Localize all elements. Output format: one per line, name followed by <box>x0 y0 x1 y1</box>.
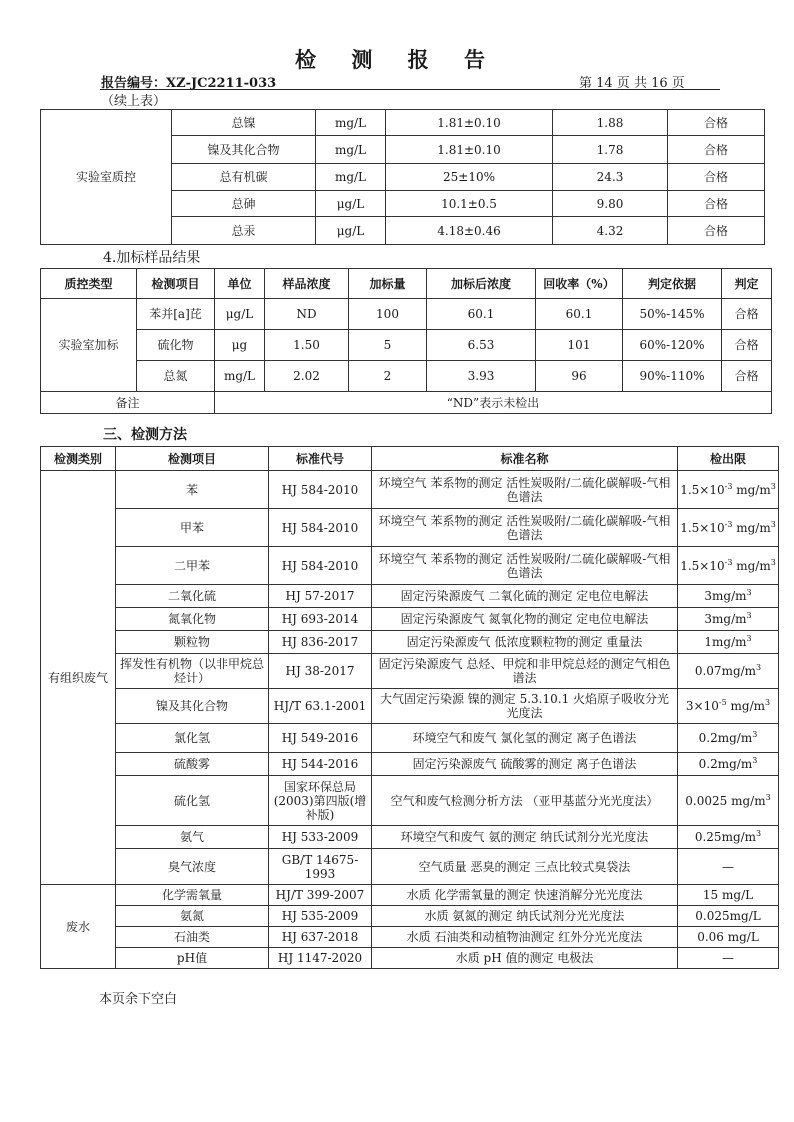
method-item: 硫酸雾 <box>116 753 269 776</box>
method-name: 固定污染源废气 总烃、甲烷和非甲烷总烃的测定气相色谱法 <box>372 654 678 689</box>
method-limit <box>678 689 779 724</box>
qc-cell-result: 9.80 <box>553 191 668 217</box>
spike-cell-after: 60.1 <box>427 299 536 330</box>
method-limit <box>678 471 779 509</box>
limit-unit: mg/m <box>732 520 771 535</box>
limit-base: 0.25mg/m <box>694 830 757 844</box>
method-limit: — <box>678 948 779 969</box>
spike-cell-unit: mg/L <box>215 361 265 392</box>
qc-cell-judge: 合格 <box>668 110 765 136</box>
spike-cell-conc: 1.50 <box>265 330 349 361</box>
spike-cell-unit: μg <box>215 330 265 361</box>
footer-note: 本页余下空白 <box>99 992 178 1007</box>
method-code: HJ/T 399-2007 <box>269 885 372 906</box>
method-item: 二甲苯 <box>116 547 269 585</box>
limit-base: 1.5×10 <box>680 558 725 573</box>
method-name: 水质 石油类和动植物油测定 红外分光光度法 <box>372 927 678 948</box>
method-name: 环境空气和废气 氯化氢的测定 离子色谱法 <box>372 724 678 753</box>
method-item: 镍及其化合物 <box>116 689 269 724</box>
qc-cell-result: 1.78 <box>553 136 668 164</box>
qc-cell-judge: 合格 <box>668 191 765 217</box>
spike-cell-added: 2 <box>349 361 427 392</box>
method-limit: 0.025mg/L <box>678 906 779 927</box>
table-row <box>41 927 779 948</box>
method-code: 国家环保总局(2003)第四版(增补版) <box>269 776 372 826</box>
method-code: GB/T 14675-1993 <box>269 849 372 885</box>
qc-cell-judge: 合格 <box>668 217 765 245</box>
spike-cell-after: 3.93 <box>427 361 536 392</box>
method-item: 氨氮 <box>116 906 269 927</box>
table-row <box>41 753 779 776</box>
qc-cell-result: 4.32 <box>553 217 668 245</box>
qc-cell-unit: mg/L <box>316 136 386 164</box>
remark-label: 备注 <box>41 392 215 414</box>
qc-cell-result: 24.3 <box>553 164 668 191</box>
spike-header-cell: 加标量 <box>349 269 427 299</box>
limit-unit: mg/m <box>726 699 765 713</box>
spike-cell-basis: 50%-145% <box>623 299 722 330</box>
methods-header-cell: 检测类别 <box>41 447 116 471</box>
qc-cell-std: 10.1±0.5 <box>386 191 553 217</box>
limit-base: 3mg/m <box>704 589 747 603</box>
limit-exponent: 3 <box>746 634 752 643</box>
qc-cell-item: 总镍 <box>172 110 316 136</box>
header-rule <box>100 89 720 90</box>
limit-exponent: -3 <box>724 519 733 529</box>
limit-exponent: 3 <box>756 829 762 838</box>
method-item: 氮氧化物 <box>116 608 269 631</box>
spike-header-cell: 判定依据 <box>623 269 722 299</box>
table-row <box>41 361 772 392</box>
report-number: 报告编号：XZ-JC2211-033 <box>101 76 277 91</box>
method-name: 大气固定污染源 镍的测定 5.3.10.1 火焰原子吸收分光光度法 <box>372 689 678 724</box>
table-row <box>41 724 779 753</box>
method-limit <box>678 826 779 849</box>
table-row <box>41 654 779 689</box>
report-title: 检 测 报 告 <box>295 47 499 72</box>
method-code: HJ 584-2010 <box>269 509 372 547</box>
spike-cell-judge: 合格 <box>722 299 772 330</box>
method-limit <box>678 849 779 885</box>
table-row <box>41 471 779 509</box>
spike-header-cell: 加标后浓度 <box>427 269 536 299</box>
method-name: 环境空气 苯系物的测定 活性炭吸附/二硫化碳解吸-气相色谱法 <box>372 509 678 547</box>
table-row <box>41 547 779 585</box>
method-item: 苯 <box>116 471 269 509</box>
limit-unit-exponent: 3 <box>764 698 771 707</box>
method-item: 臭气浓度 <box>116 849 269 885</box>
method-name: 水质 化学需氧量的测定 快速消解分光光度法 <box>372 885 678 906</box>
qc-table <box>40 109 765 245</box>
qc-cell-judge: 合格 <box>668 164 765 191</box>
qc-cell-std: 1.81±0.10 <box>386 136 553 164</box>
method-limit <box>678 547 779 585</box>
method-item: 氨气 <box>116 826 269 849</box>
method-name: 固定污染源废气 硫酸雾的测定 离子色谱法 <box>372 753 678 776</box>
limit-exponent: -3 <box>724 481 733 491</box>
method-item: pH值 <box>116 948 269 969</box>
spike-heading: 4.加标样品结果 <box>103 250 201 266</box>
limit-unit-exponent: 3 <box>770 481 776 491</box>
spike-group-label: 实验室加标 <box>41 299 137 392</box>
spike-cell-unit: μg/L <box>215 299 265 330</box>
spike-cell-judge: 合格 <box>722 330 772 361</box>
spike-cell-conc: 2.02 <box>265 361 349 392</box>
method-code: HJ 584-2010 <box>269 471 372 509</box>
spike-cell-judge: 合格 <box>722 361 772 392</box>
limit-exponent: 3 <box>752 730 758 739</box>
spike-header-cell: 质控类型 <box>41 269 137 299</box>
table-row <box>41 631 779 654</box>
method-item: 二氧化硫 <box>116 585 269 608</box>
spike-cell-item: 硫化物 <box>137 330 215 361</box>
limit-base: 1mg/m <box>704 635 747 649</box>
method-limit: 0.06 mg/L <box>678 927 779 948</box>
qc-cell-std: 25±10% <box>386 164 553 191</box>
limit-base: 3mg/m <box>704 612 747 626</box>
table-row <box>41 849 779 885</box>
method-limit <box>678 724 779 753</box>
method-limit: 15 mg/L <box>678 885 779 906</box>
table-row <box>41 608 779 631</box>
methods-heading: 三、检测方法 <box>103 427 187 443</box>
spike-table <box>40 268 772 414</box>
method-item: 石油类 <box>116 927 269 948</box>
method-item: 挥发性有机物（以非甲烷总烃计） <box>116 654 269 689</box>
method-limit <box>678 608 779 631</box>
limit-base: 0.2mg/m <box>698 757 753 771</box>
method-name: 空气和废气检测分析方法 （亚甲基蓝分光光度法） <box>372 776 678 826</box>
limit-unit-exponent: 3 <box>770 557 776 567</box>
table-row <box>41 585 779 608</box>
spike-cell-basis: 60%-120% <box>623 330 722 361</box>
qc-cell-unit: mg/L <box>316 110 386 136</box>
table-row <box>41 906 779 927</box>
limit-unit: mg/m <box>732 558 771 573</box>
method-code: HJ 637-2018 <box>269 927 372 948</box>
table-row <box>41 776 779 826</box>
spike-header-cell: 单位 <box>215 269 265 299</box>
gas-group-label: 有组织废气 <box>41 471 116 885</box>
spike-cell-after: 6.53 <box>427 330 536 361</box>
limit-unit: mg/m <box>732 482 771 497</box>
method-name: 环境空气 苯系物的测定 活性炭吸附/二硫化碳解吸-气相色谱法 <box>372 547 678 585</box>
limit-base: 0.0025 mg/m <box>685 793 766 808</box>
spike-header-cell: 检测项目 <box>137 269 215 299</box>
spike-cell-recovery: 96 <box>536 361 623 392</box>
limit-exponent: 3 <box>746 611 752 620</box>
water-group-label: 废水 <box>41 885 116 969</box>
table-row <box>41 509 779 547</box>
method-name: 水质 氨氮的测定 纳氏试剂分光光度法 <box>372 906 678 927</box>
limit-base: 0.07mg/m <box>694 664 757 678</box>
limit-unit-exponent: 3 <box>770 519 776 529</box>
qc-cell-unit: mg/L <box>316 164 386 191</box>
qc-cell-result: 1.88 <box>553 110 668 136</box>
method-name: 固定污染源废气 氮氧化物的测定 定电位电解法 <box>372 608 678 631</box>
limit-base: 3×10 <box>685 699 719 713</box>
method-item: 氯化氢 <box>116 724 269 753</box>
limit-exponent: 3 <box>756 663 762 672</box>
table-row <box>41 299 772 330</box>
limit-exponent: 3 <box>746 588 752 597</box>
method-code: HJ 549-2016 <box>269 724 372 753</box>
method-code: HJ 1147-2020 <box>269 948 372 969</box>
qc-cell-item: 总有机碳 <box>172 164 316 191</box>
method-limit <box>678 776 779 826</box>
method-code: HJ 535-2009 <box>269 906 372 927</box>
spike-header-cell: 判定 <box>722 269 772 299</box>
table-row <box>41 330 772 361</box>
qc-cell-item: 镍及其化合物 <box>172 136 316 164</box>
qc-cell-unit: μg/L <box>316 217 386 245</box>
method-item: 甲苯 <box>116 509 269 547</box>
limit-base: 0.2mg/m <box>698 731 753 745</box>
table-row <box>41 110 765 136</box>
qc-cell-item: 总砷 <box>172 191 316 217</box>
qc-cell-item: 总汞 <box>172 217 316 245</box>
spike-cell-conc: ND <box>265 299 349 330</box>
table-row <box>41 689 779 724</box>
method-code: HJ 38-2017 <box>269 654 372 689</box>
spike-cell-added: 100 <box>349 299 427 330</box>
spike-cell-basis: 90%-110% <box>623 361 722 392</box>
spike-cell-recovery: 101 <box>536 330 623 361</box>
limit-base: — <box>722 859 734 874</box>
method-code: HJ 544-2016 <box>269 753 372 776</box>
qc-cell-std: 1.81±0.10 <box>386 110 553 136</box>
method-item: 化学需氧量 <box>116 885 269 906</box>
qc-cell-std: 4.18±0.46 <box>386 217 553 245</box>
spike-cell-item: 总氮 <box>137 361 215 392</box>
method-limit <box>678 631 779 654</box>
method-name: 环境空气和废气 氨的测定 纳氏试剂分光光度法 <box>372 826 678 849</box>
method-code: HJ 693-2014 <box>269 608 372 631</box>
remark-text: “ND”表示未检出 <box>215 392 772 414</box>
methods-header-cell: 标准代号 <box>269 447 372 471</box>
table-row <box>41 948 779 969</box>
limit-base: 1.5×10 <box>680 482 725 497</box>
method-item: 颗粒物 <box>116 631 269 654</box>
method-item: 硫化氢 <box>116 776 269 826</box>
method-code: HJ 57-2017 <box>269 585 372 608</box>
method-name: 环境空气 苯系物的测定 活性炭吸附/二硫化碳解吸-气相色谱法 <box>372 471 678 509</box>
methods-header-cell: 检出限 <box>678 447 779 471</box>
spike-cell-added: 5 <box>349 330 427 361</box>
methods-table <box>40 446 779 969</box>
method-code: HJ/T 63.1-2001 <box>269 689 372 724</box>
method-code: HJ 836-2017 <box>269 631 372 654</box>
limit-exponent: 3 <box>765 792 771 802</box>
table-row <box>41 885 779 906</box>
method-code: HJ 533-2009 <box>269 826 372 849</box>
limit-exponent: -3 <box>724 557 733 567</box>
methods-header-cell: 检测项目 <box>116 447 269 471</box>
limit-base: 1.5×10 <box>680 520 725 535</box>
continued-note: （续上表） <box>101 94 167 109</box>
spike-header-cell: 样品浓度 <box>265 269 349 299</box>
method-name: 水质 pH 值的测定 电极法 <box>372 948 678 969</box>
remark-row <box>41 392 772 414</box>
spike-header-cell: 回收率（%） <box>536 269 623 299</box>
method-limit <box>678 509 779 547</box>
method-code: HJ 584-2010 <box>269 547 372 585</box>
qc-cell-judge: 合格 <box>668 136 765 164</box>
page-number: 第 14 页 共 16 页 <box>579 76 685 91</box>
limit-exponent: 3 <box>752 756 758 765</box>
method-limit <box>678 585 779 608</box>
spike-cell-recovery: 60.1 <box>536 299 623 330</box>
method-name: 固定污染源废气 二氧化硫的测定 定电位电解法 <box>372 585 678 608</box>
method-limit <box>678 654 779 689</box>
method-name: 固定污染源废气 低浓度颗粒物的测定 重量法 <box>372 631 678 654</box>
method-limit <box>678 753 779 776</box>
methods-header-cell: 标准名称 <box>372 447 678 471</box>
spike-cell-item: 苯并[a]芘 <box>137 299 215 330</box>
table-row <box>41 826 779 849</box>
limit-exponent: -5 <box>718 698 727 707</box>
method-name: 空气质量 恶臭的测定 三点比较式臭袋法 <box>372 849 678 885</box>
qc-cell-unit: μg/L <box>316 191 386 217</box>
qc-group-label: 实验室质控 <box>41 110 172 245</box>
